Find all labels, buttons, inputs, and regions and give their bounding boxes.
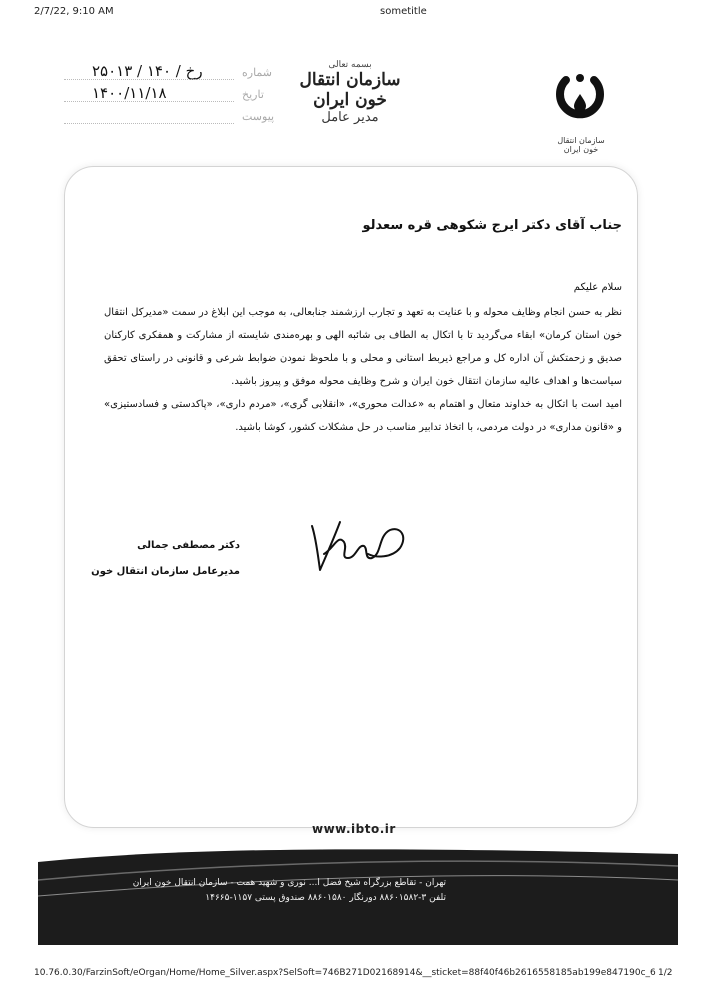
print-datetime: 2/7/22, 9:10 AM: [34, 6, 114, 17]
greeting: سلام علیکم: [573, 282, 622, 293]
number-value: ۲۵۰۱۳ / ۱۴۰ / رخ: [92, 62, 203, 80]
paragraph-1: نظر به حسن انجام وظایف محوله و با عنایت به تعهد و تجارب ارزشمند جنابعالی، به موجب این ابلاغ در سمت «مدیرکل انتقال خون استان کرمان» ابقاء می‌گردید تا با اتکال به الطاف بی شائبه الهی و بهره‌مندی شایسته از مشارکت و همفکری کارکنان صدیق و زحمتکش آن اداره کل و مراجع ذیربط استانی و محلی و با ملحوظ نمودن ضوابط شرعی و قانونی در راستای تحقق سیاست‌ها و اهداف عالیه سازمان انتقال خون ایران و شرح وظایف محوله موفق و پیروز باشید.: [104, 307, 622, 387]
attachment-line: [64, 123, 234, 124]
office-title: مدیر عامل: [321, 110, 379, 125]
attachment-row: [64, 106, 274, 128]
letter-body: [104, 276, 622, 439]
number-label: شماره: [242, 66, 273, 79]
number-line: [64, 79, 234, 80]
address-line-2: تلفن ۳-۸۸۶۰۱۵۸۲ دورنگار ۸۸۶۰۱۵۸۰ صندوق پستی ۱۱۵۷-۱۴۶۶۵: [205, 893, 446, 903]
letter-meta: [64, 62, 274, 128]
attachment-label: پیوست: [242, 110, 275, 123]
signature-icon: [304, 508, 414, 588]
print-title: sometitle: [380, 6, 427, 17]
signatory-name: دکتر مصطفی جمالی: [137, 540, 240, 551]
org-name: سازمان انتقال خون ایران: [299, 70, 401, 110]
logo-caption: سازمان انتقال خون ایران: [557, 136, 605, 154]
letter-frame: [64, 166, 638, 828]
address-line-1: تهران - تقاطع بزرگراه شیخ فضل ا... نوری و شهید همت - سازمان انتقال خون ایران: [132, 878, 446, 888]
signatory-title: مدیرعامل سازمان انتقال خون: [91, 566, 240, 577]
org-prefix: بسمه تعالی: [328, 60, 372, 70]
footer-address: [133, 876, 446, 906]
print-footer: [0, 968, 706, 982]
date-value: ۱۴۰۰/۱۱/۱۸: [92, 84, 167, 102]
website-link[interactable]: www.ibto.ir: [312, 822, 396, 836]
date-line: [64, 101, 234, 102]
organization-block: [285, 60, 415, 125]
recipient: جناب آقای دکتر ایرج شکوهی قره سعدلو: [362, 218, 622, 233]
date-label: تاریخ: [242, 88, 264, 101]
page-number: 1/2: [658, 968, 673, 978]
letterhead: [0, 40, 706, 160]
number-row: [64, 62, 274, 84]
date-row: [64, 84, 274, 106]
print-url: 10.76.0.30/FarzinSoft/eOrgan/Home/Home_Silver.aspx?SelSoft=746B271D02168914&__sticket=88f40f46b2616558185ab199e847190c_6: [34, 968, 656, 978]
org-logo-icon: [552, 68, 608, 138]
paragraph-2: امید است با اتکال به خداوند متعال و اهتمام به «عدالت محوری»، «انقلابی گری»، «مردم داری»، «پاکدستی و فسادستیزی» و «قانون مداری» در دولت مردمی، با اتخاذ تدابیر مناسب در حل مشکلات کشور، کوشا باشید.: [104, 399, 622, 433]
print-header: [0, 6, 706, 22]
